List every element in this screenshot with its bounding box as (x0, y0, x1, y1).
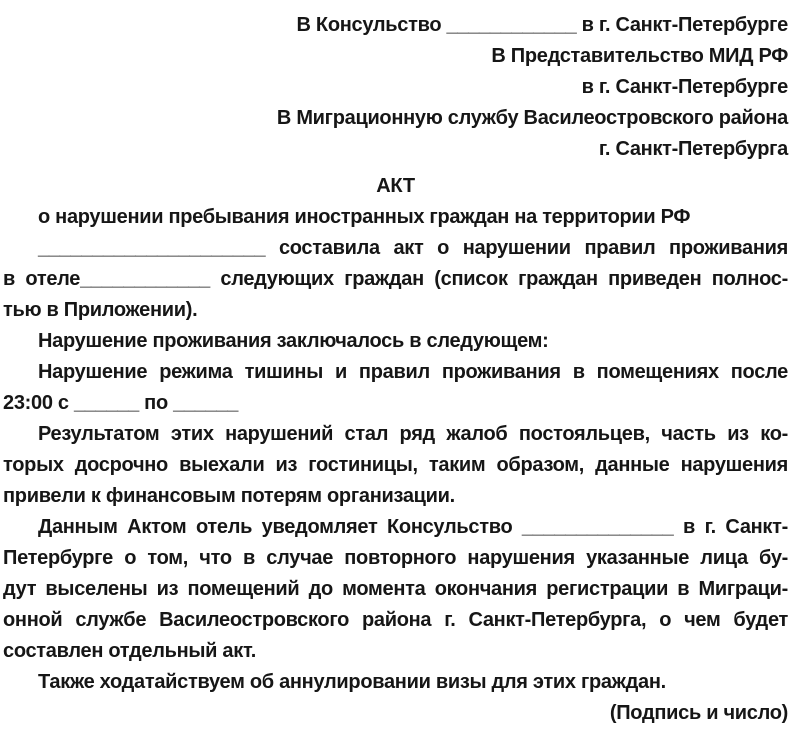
body-line-notice-2: Петербурге о том, что в случае повторного нарушения указанные лица бу- (3, 547, 788, 569)
body-line-result-3: привели к финансовым потерям организации. (3, 485, 455, 507)
body-line-visa-request: Также ходатайствуем об аннулировании визы для этих граждан. (38, 671, 666, 693)
signature-note: (Подпись и число) (609, 702, 788, 724)
body-line-result-2: торых досрочно выехали из гостиницы, таким образом, данные нарушения (3, 454, 788, 476)
body-line-hotel-blank: в отеле____________ следующих граждан (список граждан приведен полнос- (3, 268, 788, 290)
body-line-notice-3: дут выселены из помещений до момента окончания регистрации в Миграци- (3, 578, 788, 600)
body-line-notice-4: онной службе Василеостровского района г. Санкт-Петербурга, о чем будет (3, 609, 788, 631)
document-title: АКТ (376, 175, 415, 197)
header-line-city-1: в г. Санкт-Петербурге (581, 76, 788, 98)
body-line-noise-rule: Нарушение режима тишины и правил проживания в помещениях после (38, 361, 788, 383)
body-line-notice-1: Данным Актом отель уведомляет Консульство ______________ в г. Санкт- (38, 516, 788, 538)
body-line-appendix: тью в Приложении). (3, 299, 198, 321)
header-line-consulate: В Консульство ____________ в г. Санкт-Петербурге (296, 14, 788, 36)
body-line-time-blanks: 23:00 с ______ по ______ (3, 392, 239, 414)
body-line-violation-intro: Нарушение проживания заключалось в следующем: (38, 330, 549, 352)
document-body (3, 202, 788, 729)
body-line-notice-5: составлен отдельный акт. (3, 640, 256, 662)
body-line-subtitle: о нарушении пребывания иностранных граждан на территории РФ (38, 206, 691, 228)
header-line-mid-rf: В Представительство МИД РФ (491, 45, 788, 67)
header-line-migration: В Миграционную службу Василеостровского района (276, 107, 788, 129)
body-line-result-1: Результатом этих нарушений стал ряд жалоб постояльцев, часть из ко- (38, 423, 788, 445)
header-line-city-2: г. Санкт-Петербурга (598, 138, 788, 160)
body-line-composed-blank: _____________________ составила акт о нарушении правил проживания (38, 237, 788, 259)
document-header (3, 10, 788, 165)
